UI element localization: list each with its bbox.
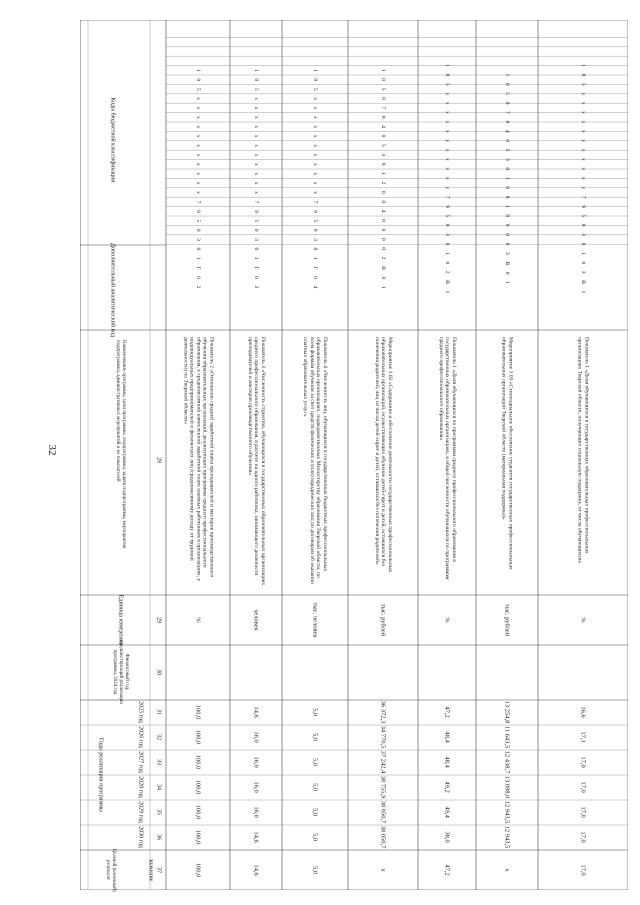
row-unit: тыс. рублей <box>503 603 511 637</box>
col-num-34: 34 <box>155 784 162 790</box>
row-indicator-text: Мероприятие 1.02 «Содержание и обеспечение деятельности государственных профессиональных образовательных организаций, осуществляющих обучение детей-сирот и детей, оставшихся без попечения родителей, лиц из числа детей-сирот и детей, оставшихся без попечения родителей» <box>373 337 393 573</box>
row-year-value: 13 098,0 <box>503 775 511 799</box>
row-year-value: 11 643,5 <box>503 725 511 749</box>
col-num-36: 36 <box>155 834 162 840</box>
row-year-value: 48,4 <box>443 731 451 743</box>
row-year-value: 12 438,7 <box>503 750 511 774</box>
code-ticks <box>166 37 628 244</box>
row-target-value: х <box>503 868 511 872</box>
row-indicator-text: Показатель 2 «Отношение средней заработной платы преподавателей и мастеров производственного обучения образовательных организаций, реализующих программы среднего профессионального образования, к среднемесячной начисленной заработной плате наемных работников в организациях, у индивидуальных предпринимателей и физических лиц (среднемесячному доходу от трудовой деятельности) по Тверской области» <box>182 337 215 582</box>
row-year-value: 17,0 <box>579 806 587 818</box>
row-year-value: 17,0 <box>579 831 587 843</box>
row-target-value: х <box>379 868 387 872</box>
year-2025: 2025 год <box>137 701 144 723</box>
row-year-value: 5,0 <box>311 732 319 742</box>
row-year-value: 17,0 <box>579 756 587 768</box>
row-code: 1 0 5 х х х х х х х х х х х 7 9 5 0 3 0 1 Г 0 4 <box>312 69 318 291</box>
row-year-value: 100,0 <box>194 729 202 745</box>
row-year-value: 34 770,5 <box>379 725 387 749</box>
row-indicator-text: Показатель 4 «Численность лиц, обучающихся в государственных бюджетных профессиональных образовательных организациях, подведомственных Министерству образования Тверской области, по всем формам обучения за счет средств физических и (или) юридических лиц по договорам об оказании платных образовательных услуг» <box>302 337 329 584</box>
row-target-value: 14,6 <box>252 864 260 876</box>
row-indicator-text: Показатель 1 «Доля обучающихся в государственных образовательных профессиональных организациях Тверской области, получающих социальную поддержку, от числа обучающихся» <box>577 337 590 564</box>
row-target-value: 100,0 <box>194 862 202 878</box>
row-year-value: 38 050,7 <box>379 800 387 824</box>
row-year-value: 14,6 <box>252 831 260 843</box>
row-code: 1 0 5 х х х х х х х х х х х 7 9 5 0 3 0 1 Г 0 2 <box>195 69 201 291</box>
row-code: 1 0 5 х х х х х х х х х х х 7 9 5 0 3 0 1 0 2 В 1 <box>444 64 450 296</box>
col-num-29: 29 <box>155 617 162 623</box>
row-year-value: 5,0 <box>311 707 319 717</box>
row-indicator-text: Показатель 1 «Доля обучающихся по программам среднего профессионального образования в государственных образовательных организациях, в общей численности обучающихся по программам среднего профессионального образования» <box>437 337 457 580</box>
row-target-value: 5,0 <box>311 865 319 875</box>
row-year-value: 5,0 <box>311 807 319 817</box>
row-year-value: 100,0 <box>194 829 202 845</box>
row-year-value: 16,0 <box>252 806 260 818</box>
row-year-value: 12 943,5 <box>503 800 511 824</box>
row-year-value: 16,0 <box>252 756 260 768</box>
row-year-value: 38,0 <box>443 831 451 843</box>
row-year-value: 47,2 <box>443 706 451 718</box>
row-year-value: 16,0 <box>252 781 260 793</box>
col-num-37: 37 <box>155 867 162 873</box>
row-year-value: 5,0 <box>311 782 319 792</box>
header-fin-year: Финансовый год, предшествующий реализации программы, 2024 год <box>112 640 129 704</box>
row-code: 1 0 5 х х х х х х х х х х х 7 9 5 0 3 0 1 Г 0 3 <box>253 69 259 291</box>
row-year-value: 36 372,3 <box>379 700 387 724</box>
row-year-value: 100,0 <box>194 704 202 720</box>
row-year-value: 100,0 <box>194 804 202 820</box>
header-name: Наименование программы, цели программы, подпрограммы, задачи подпрограммы, мероприятия подпрограммы, административных мероприятий и их показателей <box>115 340 126 549</box>
header-target-value: значение <box>147 858 154 882</box>
row-year-value: 13 254,8 <box>503 700 511 724</box>
year-2029: 2029 год <box>137 801 144 823</box>
col-num-31: 31 <box>155 709 162 715</box>
row-year-value: 49,4 <box>443 806 451 818</box>
program-table <box>80 20 628 890</box>
row-indicator-text: Мероприятие 1.03 «Стипендиальное обеспечение студентов государственных профессиональных образовательных организаций Тверской области (материальная поддержка)» <box>501 337 514 570</box>
col-num-35: 35 <box>155 809 162 815</box>
page-number: 32 <box>46 444 58 456</box>
row-year-value: 17,1 <box>579 731 587 743</box>
header-unit: Единица измерения <box>117 594 124 646</box>
row-unit: тыс. рублей <box>379 603 387 637</box>
row-code: 1 0 5 0 7 0 4 0 5 3 0 1 0 0 1 0 0 0 0 3 В 0 1 <box>504 73 510 287</box>
year-2026: 2026 год <box>137 726 144 748</box>
header-kbk: Коды бюджетной классификации <box>109 97 116 183</box>
row-indicator-text: Показатель 3 «Численность студентов, обучающихся в государственных образовательных организациях среднего профессионального образования, в расчете на одного работника, занимающего должности преподавателей и мастеров производственного обучения» <box>246 337 266 586</box>
row-code: 1 0 5 х х х х х х х х х х х 7 9 5 0 3 0 1 0 3 В 1 <box>580 64 586 296</box>
row-year-value: 14,6 <box>252 706 260 718</box>
row-year-value: 38 755,9 <box>379 775 387 799</box>
row-year-value: 49,2 <box>443 781 451 793</box>
row-year-value: 17,0 <box>579 781 587 793</box>
year-2028: 2028 год <box>137 776 144 798</box>
row-unit: тыс. человек <box>311 602 319 638</box>
row-year-value: 5,0 <box>311 757 319 767</box>
row-year-value: 38 050,7 <box>379 825 387 849</box>
year-2030: 2030 год <box>137 826 144 848</box>
col-num-28: 28 <box>155 457 162 463</box>
row-year-value: 100,0 <box>194 754 202 770</box>
table-grid <box>80 20 628 890</box>
col-num-30: 30 <box>155 669 162 675</box>
row-year-value: 100,0 <box>194 779 202 795</box>
header-dop-code: Дополнительный аналитический код <box>109 242 116 338</box>
row-code: 1 0 5 0 7 0 4 0 5 3 0 1 2 0 0 4 0 0 0 0 2 В 0 1 <box>380 68 386 292</box>
row-year-value: 12 943,5 <box>503 825 511 849</box>
row-year-value: 48,4 <box>443 756 451 768</box>
row-year-value: 37 242,4 <box>379 750 387 774</box>
year-2027: 2027 год <box>137 751 144 773</box>
row-target-value: 17,0 <box>579 864 587 876</box>
row-unit: % <box>194 617 202 623</box>
row-unit: % <box>579 617 587 623</box>
row-unit: % <box>443 617 451 623</box>
header-target: Целевой (конечный) результат <box>105 848 116 892</box>
row-target-value: 47,2 <box>443 864 451 876</box>
header-years: Годы реализации программы <box>97 737 104 813</box>
row-unit: человек <box>252 609 260 631</box>
row-year-value: 16,6 <box>579 706 587 718</box>
row-year-value: 16,0 <box>252 731 260 743</box>
col-num-33: 33 <box>155 759 162 765</box>
col-num-32: 32 <box>155 734 162 740</box>
row-year-value: 5,0 <box>311 832 319 842</box>
